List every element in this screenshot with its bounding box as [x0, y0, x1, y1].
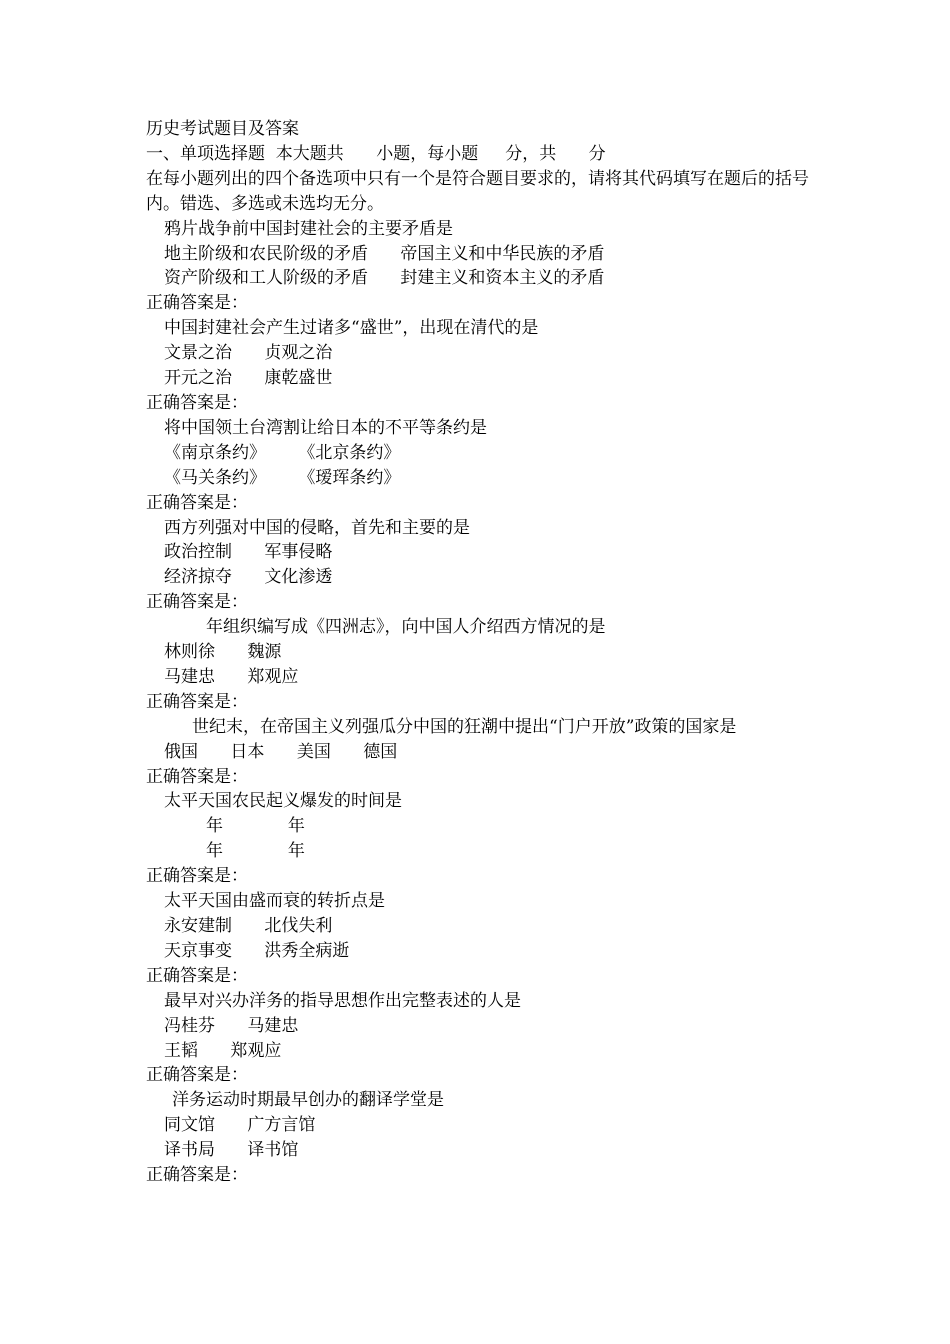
question-option: 文景之治 贞观之治 — [164, 343, 333, 364]
question-option: 开元之治 康乾盛世 — [164, 368, 333, 389]
question-option: 同文馆 广方言馆 — [164, 1115, 316, 1136]
answer-label: 正确答案是： — [146, 766, 248, 787]
question-option: 马建忠 郑观应 — [164, 666, 299, 687]
question-option: 天京事变 洪秀全病逝 — [164, 940, 350, 961]
question-option: 年 年 — [206, 841, 305, 862]
section-heading: 一、单项选择题 本大题共 小题，每小题 分，共 分 — [146, 143, 606, 164]
question-stem: 中国封建社会产生过诸多“盛世”，出现在清代的是 — [164, 318, 539, 339]
question-stem: 世纪末，在帝国主义列强瓜分中国的狂潮中提出“门户开放”政策的国家是 — [192, 716, 737, 737]
question-option: 王韬 郑观应 — [164, 1040, 282, 1061]
question-option: 译书局 译书馆 — [164, 1140, 299, 1161]
question-stem: 洋务运动时期最早创办的翻译学堂是 — [172, 1090, 444, 1111]
answer-label: 正确答案是： — [146, 1165, 248, 1186]
document-body — [146, 117, 816, 1188]
answer-label: 正确答案是： — [146, 293, 248, 314]
answer-label: 正确答案是： — [146, 592, 248, 613]
question-option: 《南京条约》 《北京条约》 — [164, 442, 401, 463]
question-stem: 西方列强对中国的侵略，首先和主要的是 — [164, 517, 470, 538]
question-stem: 最早对兴办洋务的指导思想作出完整表述的人是 — [164, 990, 521, 1011]
answer-label: 正确答案是： — [146, 492, 248, 513]
question-stem: 年组织编写成《四洲志》，向中国人介绍西方情况的是 — [206, 617, 606, 638]
answer-label: 正确答案是： — [146, 1065, 248, 1086]
question-option: 年 年 — [206, 816, 305, 837]
answer-label: 正确答案是： — [146, 965, 248, 986]
question-option: 地主阶级和农民阶级的矛盾 帝国主义和中华民族的矛盾 — [164, 243, 605, 264]
answer-label: 正确答案是： — [146, 866, 248, 887]
question-option: 政治控制 军事侵略 — [164, 542, 333, 563]
question-stem: 将中国领土台湾割让给日本的不平等条约是 — [164, 417, 487, 438]
question-option: 永安建制 北伐失利 — [164, 916, 333, 936]
answer-label: 正确答案是： — [146, 392, 248, 413]
answer-label: 正确答案是： — [146, 691, 248, 712]
question-option: 资产阶级和工人阶级的矛盾 封建主义和资本主义的矛盾 — [164, 268, 605, 289]
instructions: 在每小题列出的四个备选项中只有一个是符合题目要求的，请将其代码填写在题后的括号内。错选、多选或未选均无分。 — [146, 168, 809, 214]
question-stem: 太平天国农民起义爆发的时间是 — [164, 791, 402, 812]
question-option: 经济掠夺 文化渗透 — [164, 567, 333, 588]
question-option: 俄国 日本 美国 德国 — [164, 741, 398, 762]
question-option: 冯桂芬 马建忠 — [164, 1015, 299, 1036]
question-stem: 鸦片战争前中国封建社会的主要矛盾是 — [164, 218, 453, 239]
document-title: 历史考试题目及答案 — [146, 119, 299, 139]
question-option: 《马关条约》 《瑷珲条约》 — [164, 467, 401, 488]
question-stem: 太平天国由盛而衰的转折点是 — [164, 891, 385, 912]
question-option: 林则徐 魏源 — [164, 642, 282, 663]
